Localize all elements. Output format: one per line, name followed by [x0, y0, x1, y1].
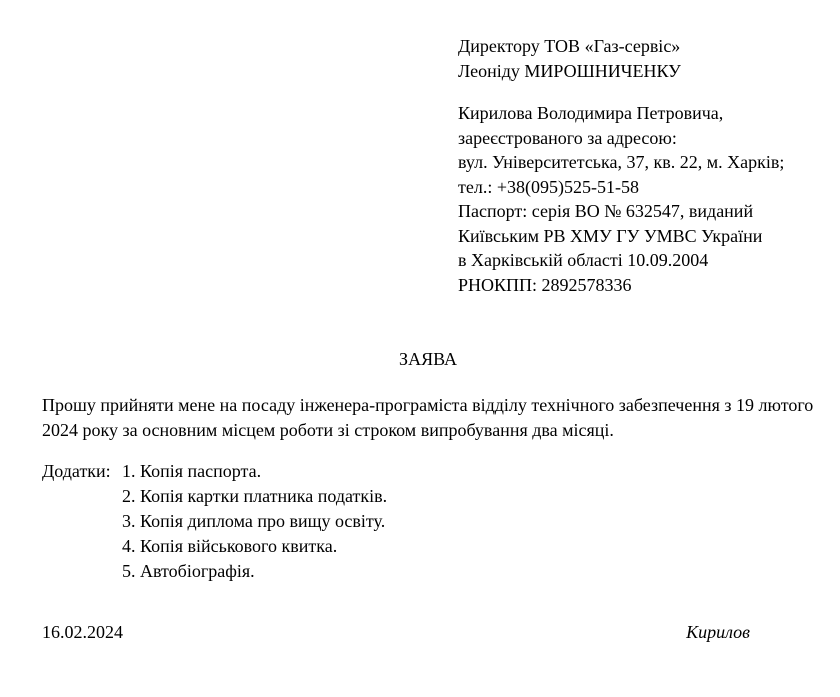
applicant-line: РНОКПП: 2892578336 [458, 274, 632, 295]
applicant-line: Київським РВ ХМУ ГУ УМВС України [458, 225, 763, 246]
signature: Кирилов [686, 622, 750, 642]
attachment-item: 4. Копія військового квитка. [122, 536, 338, 556]
recipient-line: Леоніду МИРОШНИЧЕНКУ [458, 60, 681, 81]
applicant-line: Паспорт: серія ВО № 632547, виданий [458, 201, 754, 221]
body-paragraph: Прошу прийняти мене на посаду інженера-програміста відділу технічного забезпечення з 19 лютого 2024 року за основним місцем роботи зі строком випробування два місяці. [42, 395, 814, 440]
attachments-section [42, 459, 387, 584]
applicant-line: в Харківській області 10.09.2004 [458, 250, 709, 270]
attachment-item: 1. Копія паспорта. [122, 461, 262, 481]
document-date: 16.02.2024 [42, 622, 123, 642]
block-gap [458, 83, 784, 101]
applicant-line: вул. Університетська, 37, кв. 22, м. Харків; [458, 152, 785, 172]
addressee-block [458, 34, 784, 297]
recipient-line: Директору ТОВ «Газ-сервіс» [458, 36, 681, 56]
attachments-label: Додатки: [42, 461, 111, 481]
footer-row [42, 620, 750, 645]
attachment-item: 3. Копія диплома про вищу освіту. [122, 511, 386, 531]
attachment-item: 2. Копія картки платника податків. [122, 486, 388, 506]
applicant-line: зареєстрованого за адресою: [458, 127, 677, 148]
attachments-list [122, 459, 387, 584]
applicant-line: тел.: +38(095)525-51-58 [458, 176, 639, 197]
document-title: ЗАЯВА [399, 349, 457, 369]
applicant-line: Кирилова Володимира Петровича, [458, 103, 724, 123]
attachment-item: 5. Автобіографія. [122, 561, 255, 581]
